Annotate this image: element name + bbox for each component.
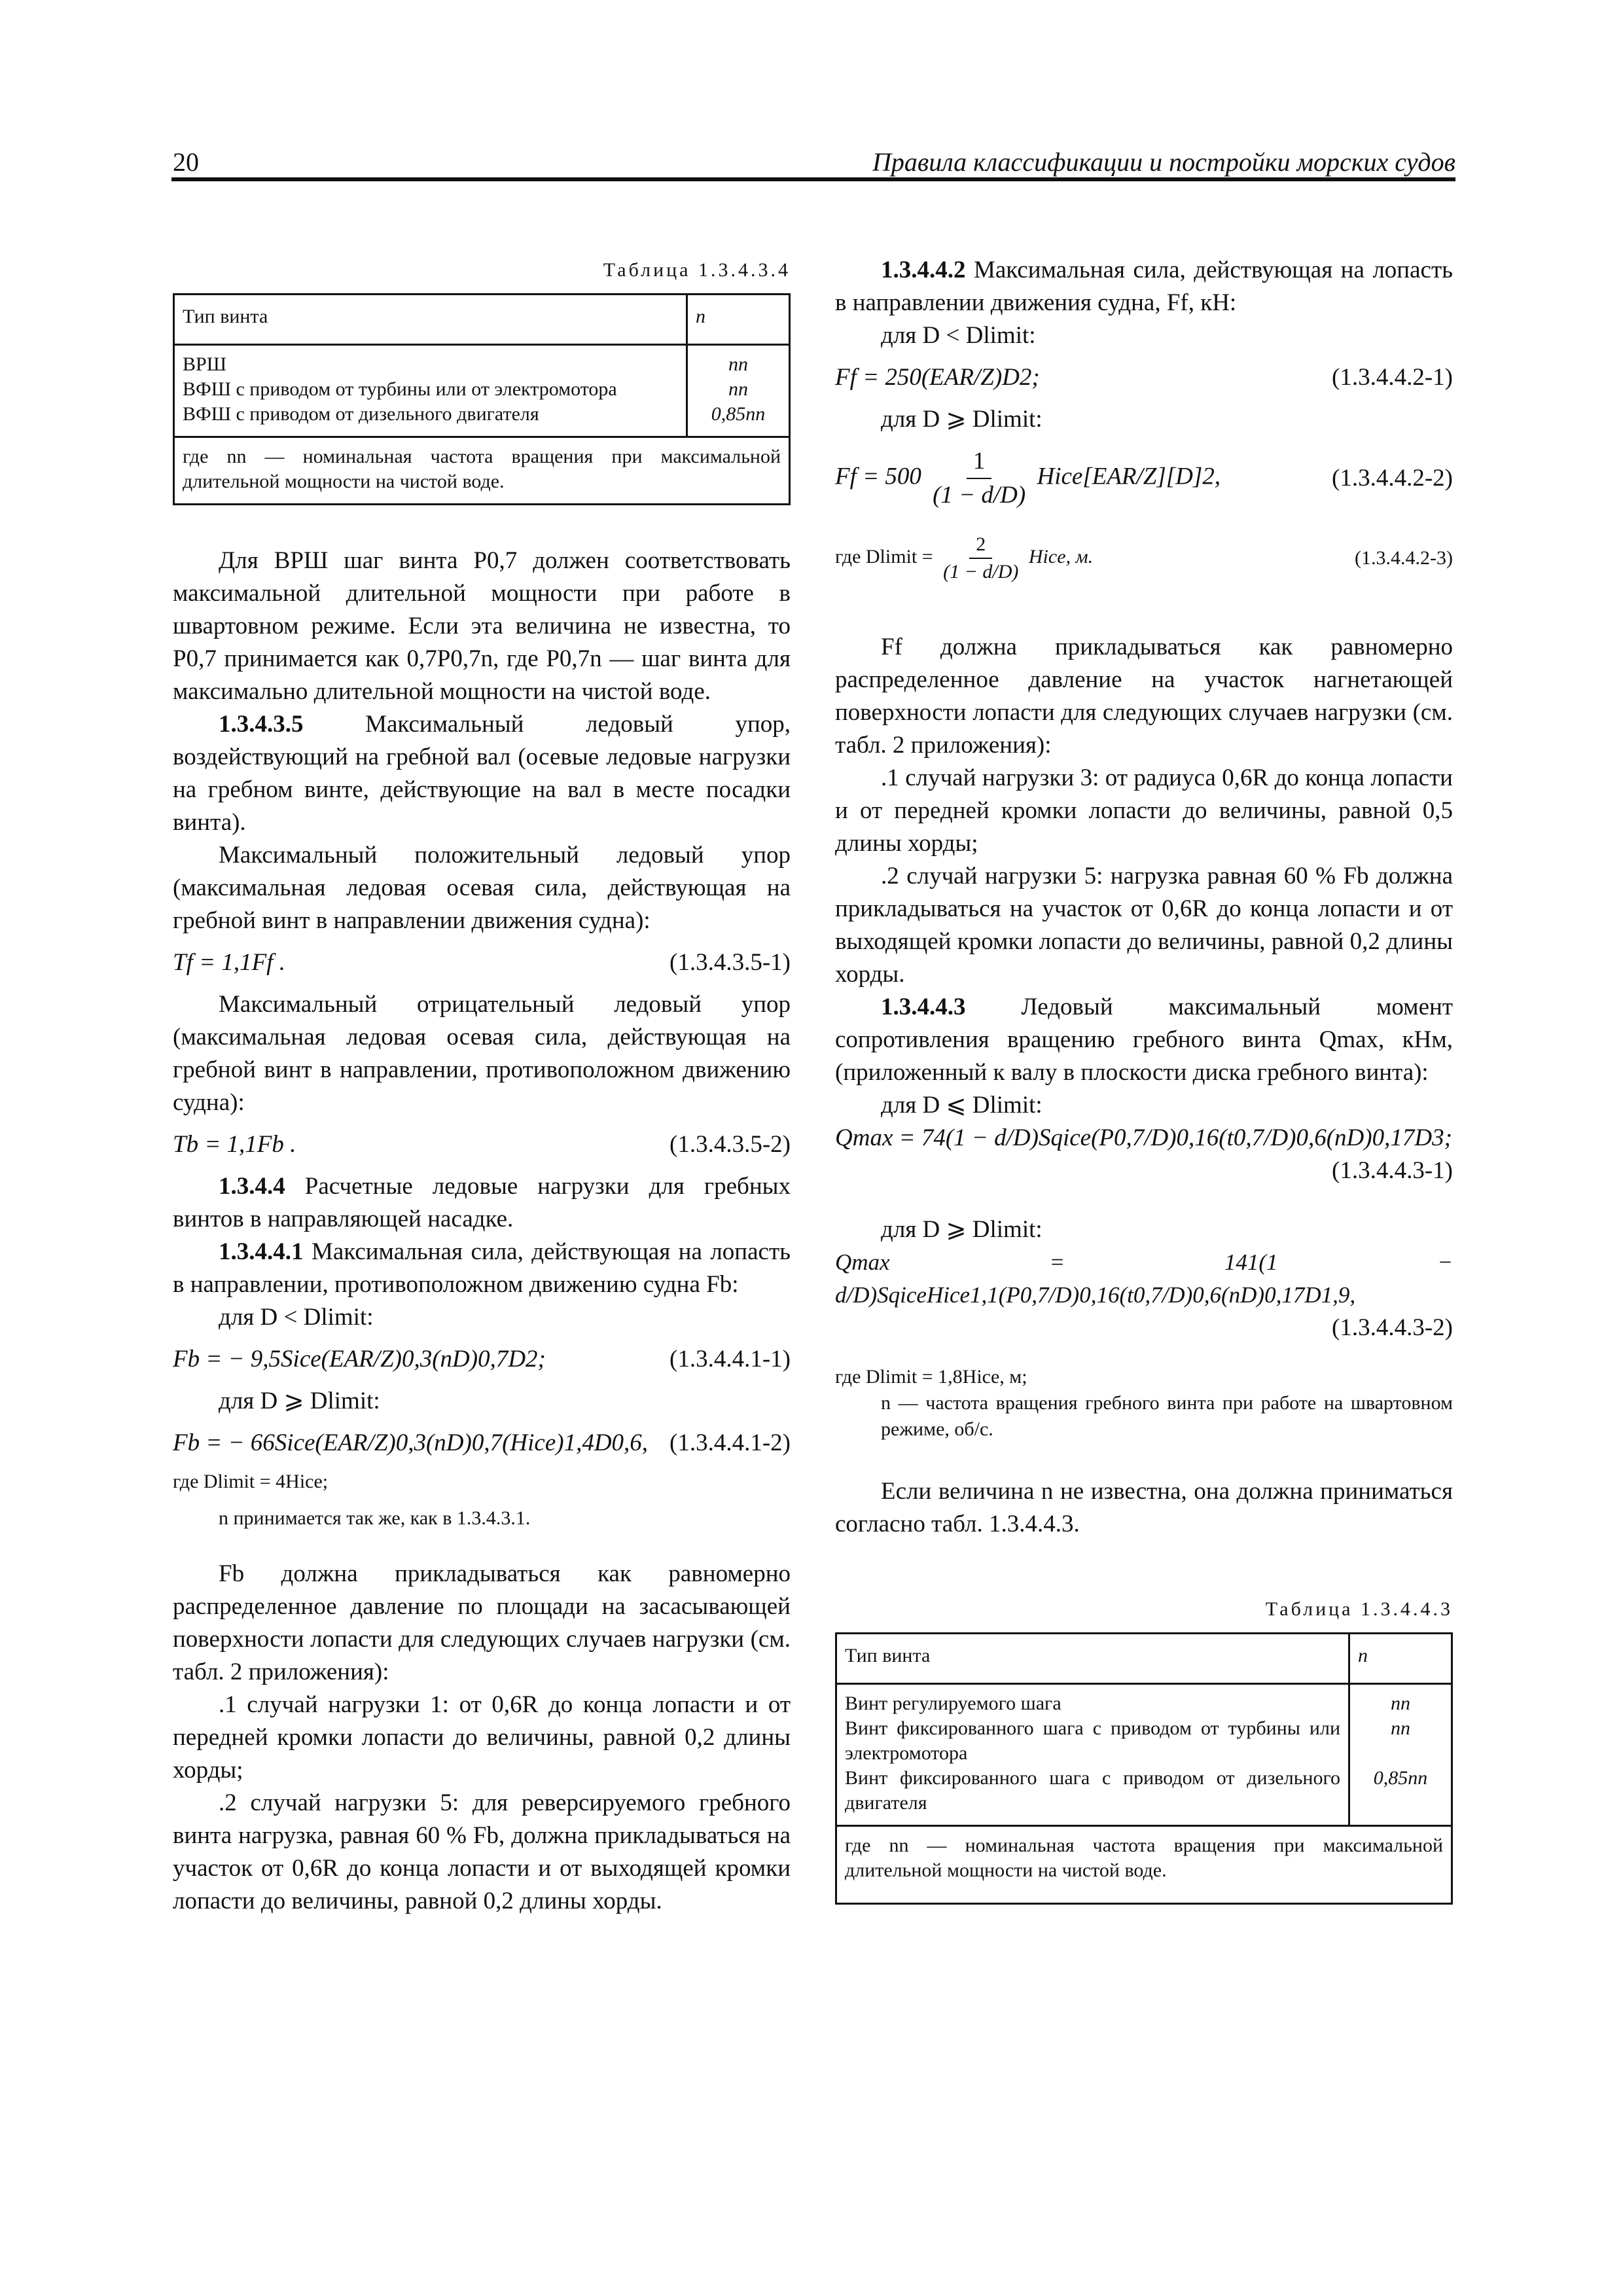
- section-number: 1.3.4.4: [219, 1173, 285, 1200]
- section-text: Максимальная сила, действующая на лопасть в направлении движения судна, Ff, кН:: [835, 257, 1453, 316]
- condition: для D < Dlimit:: [881, 322, 1036, 349]
- section-number: 1.3.4.4.3: [881, 994, 966, 1020]
- table-header-n: n: [1349, 1634, 1452, 1684]
- table-types-cell: [836, 1684, 1349, 1826]
- table-note: где nn — номинальная частота вращения при максимальной длительной мощности на чистой воде.: [174, 437, 790, 505]
- fraction: [943, 531, 1018, 585]
- table-cell-type: Винт фиксированного шага с приводом от дизельного двигателя: [845, 1767, 1340, 1814]
- section-number: 1.3.4.3.5: [219, 711, 304, 738]
- equation: Ff = 250(EAR/Z)D2;: [835, 364, 1040, 391]
- paragraph: Для ВРШ шаг винта P0,7 должен соответствовать максимальной длительной мощности при работе в швартовном режиме. Если эта величина не известна, то P0,7 принимается как 0,7P0,7n, где P0,7n — шаг винта для максимально длительной мощности на чистой воде.: [173, 547, 791, 705]
- condition: для D ⩾ Dlimit:: [881, 1216, 1043, 1243]
- table-cell-type: ВФШ с приводом от турбины или от электромотора: [183, 378, 617, 400]
- fraction: [933, 445, 1026, 512]
- equation-number: (1.3.4.4.2-3): [1355, 547, 1453, 569]
- table-cell-type: ВРШ: [183, 353, 226, 375]
- table-cell-type: Винт фиксированного шага с приводом от турбины или электромотора: [845, 1717, 1340, 1764]
- fraction-equation: [835, 531, 1453, 585]
- table-n-cell: [687, 345, 790, 437]
- running-title: Правила классификации и постройки морских судов: [872, 147, 1455, 177]
- equation-number: (1.3.4.4.1-2): [669, 1429, 791, 1456]
- table-caption: Таблица 1.3.4.4.3: [1265, 1598, 1453, 1620]
- section-text: Расчетные ледовые нагрузки для гребных винтов в направляющей насадке.: [173, 1173, 791, 1232]
- equation-lhs: Ff = 500: [835, 463, 921, 490]
- equation-number: (1.3.4.4.2-2): [1332, 465, 1453, 492]
- page-number: 20: [173, 147, 199, 177]
- table-caption: Таблица 1.3.4.3.4: [603, 259, 791, 281]
- condition: для D ⩾ Dlimit:: [219, 1388, 380, 1414]
- table-1: [173, 254, 791, 505]
- table-header-type: Тип винта: [836, 1634, 1349, 1684]
- equation: Qmax = 141(1 − d/D)SqiceHice1,1(P0,7/D)0,16(t0,7/D)0,6(nD)0,17D1,9,: [835, 1249, 1453, 1308]
- fraction-numerator: 2: [969, 531, 992, 559]
- where-clause: n — частота вращения гребного винта при работе на швартовном режиме, об/с.: [881, 1392, 1453, 1440]
- fraction-denominator: (1 − d/D): [943, 561, 1019, 583]
- equation-lhs: где Dlimit =: [835, 545, 933, 567]
- equation-rhs: Hice, м.: [1028, 545, 1094, 567]
- load-case: .1 случай нагрузки 3: от радиуса 0,6R до конца лопасти и от передней кромки лопасти до величины, равной 0,5 длины хорды;: [835, 764, 1453, 857]
- table-cell-n: nn: [1391, 1717, 1410, 1739]
- equation-number: (1.3.4.4.3-1): [1332, 1157, 1453, 1184]
- equation: Fb = − 66Sice(EAR/Z)0,3(nD)0,7(Hice)1,4D0,6,: [173, 1429, 649, 1456]
- right-column: [835, 254, 1453, 1905]
- table-cell-n: 0,85nn: [711, 403, 766, 425]
- equation: Qmax = 74(1 − d/D)Sqice(P0,7/D)0,16(t0,7/D)0,6(nD)0,17D3;: [835, 1124, 1452, 1151]
- condition: для D ⩽ Dlimit:: [881, 1092, 1043, 1119]
- load-case: .2 случай нагрузки 5: для реверсируемого гребного винта нагрузка, равная 60 % Fb, должна прикладываться на участок от 0,6R до конца лопасти и от выходящей кромки лопасти до величины, равной 0,2 длины хорды.: [173, 1789, 791, 1914]
- section-text: Максимальная сила, действующая на лопасть в направлении, противоположном движению судна Fb:: [173, 1238, 791, 1298]
- condition: для D ⩾ Dlimit:: [881, 406, 1043, 433]
- table-header-n: n: [687, 295, 790, 345]
- where-clause: n принимается так же, как в 1.3.4.3.1.: [219, 1507, 531, 1529]
- equation-number: (1.3.4.4.3-2): [1332, 1314, 1453, 1341]
- table-cell-type: ВФШ с приводом от дизельного двигателя: [183, 403, 539, 425]
- load-case: .2 случай нагрузки 5: нагрузка равная 60 % Fb должна прикладываться на участок от 0,6R до конца лопасти и от выходящей кромки лопасти до величины, равной 0,2 длины хорды.: [835, 863, 1453, 988]
- section-number: 1.3.4.4.2: [881, 257, 966, 283]
- paragraph: Fb должна прикладываться как равномерно распределенное давление по площади на засасывающей поверхности лопасти для следующих случаев нагрузки (см. табл. 2 приложения):: [173, 1560, 791, 1685]
- table-cell-n: 0,85nn: [1373, 1767, 1428, 1789]
- table-2: [835, 1593, 1453, 1905]
- equation-number: (1.3.4.4.2-1): [1332, 364, 1453, 391]
- header-rule: [171, 177, 1455, 181]
- table-header-type: Тип винта: [174, 295, 687, 345]
- section-number: 1.3.4.4.1: [219, 1238, 304, 1265]
- fraction-denominator: (1 − d/D): [933, 482, 1026, 509]
- section-text: Максимальный ледовый упор, воздействующий на гребной вал (осевые ледовые нагрузки на гребном винте, действующие на вал в месте посадки винта).: [173, 711, 791, 836]
- paragraph: Максимальный отрицательный ледовый упор (максимальная ледовая осевая сила, действующая на гребной винт в направлении, противоположном движению судна):: [173, 991, 791, 1116]
- fraction-equation: [835, 445, 1453, 512]
- equation-number: (1.3.4.3.5-1): [669, 949, 791, 976]
- table-cell-n: nn: [728, 378, 748, 400]
- fraction-numerator: 1: [967, 445, 992, 479]
- where-clause: где Dlimit = 1,8Hice, м;: [835, 1366, 1027, 1388]
- where-clause: где Dlimit = 4Hice;: [173, 1471, 329, 1492]
- equation: Tf = 1,1Ff .: [173, 949, 285, 976]
- left-column: [173, 254, 791, 1918]
- equation: Fb = − 9,5Sice(EAR/Z)0,3(nD)0,7D2;: [173, 1346, 546, 1372]
- section-text: Ледовый максимальный момент сопротивления вращению гребного винта Qmax, кНм, (приложенный к валу в плоскости диска гребного винта):: [835, 994, 1453, 1086]
- table-n-cell: [1349, 1684, 1452, 1826]
- paragraph: Ff должна прикладываться как равномерно распределенное давление на участок нагнетающей поверхности лопасти для следующих случаев нагрузки (см. табл. 2 приложения):: [835, 634, 1453, 759]
- paragraph: Максимальный положительный ледовый упор (максимальная ледовая осевая сила, действующая на гребной винт в направлении движения судна):: [173, 842, 791, 934]
- paragraph: Если величина n не известна, она должна приниматься согласно табл. 1.3.4.4.3.: [835, 1478, 1453, 1537]
- equation-rhs: Hice[EAR/Z][D]2,: [1037, 463, 1221, 490]
- table-cell-type: Винт регулируемого шага: [845, 1693, 1061, 1714]
- equation-number: (1.3.4.4.1-1): [669, 1346, 791, 1372]
- equation-number: (1.3.4.3.5-2): [669, 1131, 791, 1158]
- load-case: .1 случай нагрузки 1: от 0,6R до конца лопасти и от передней кромки лопасти до величины, равной 0,2 длины хорды;: [173, 1691, 791, 1784]
- table-note: где nn — номинальная частота вращения при максимальной длительной мощности на чистой воде.: [836, 1826, 1452, 1904]
- condition: для D < Dlimit:: [219, 1304, 374, 1331]
- table-cell-n: nn: [728, 353, 748, 375]
- equation: Tb = 1,1Fb .: [173, 1131, 296, 1158]
- table-types-cell: [174, 345, 687, 437]
- table-cell-n: nn: [1391, 1693, 1410, 1714]
